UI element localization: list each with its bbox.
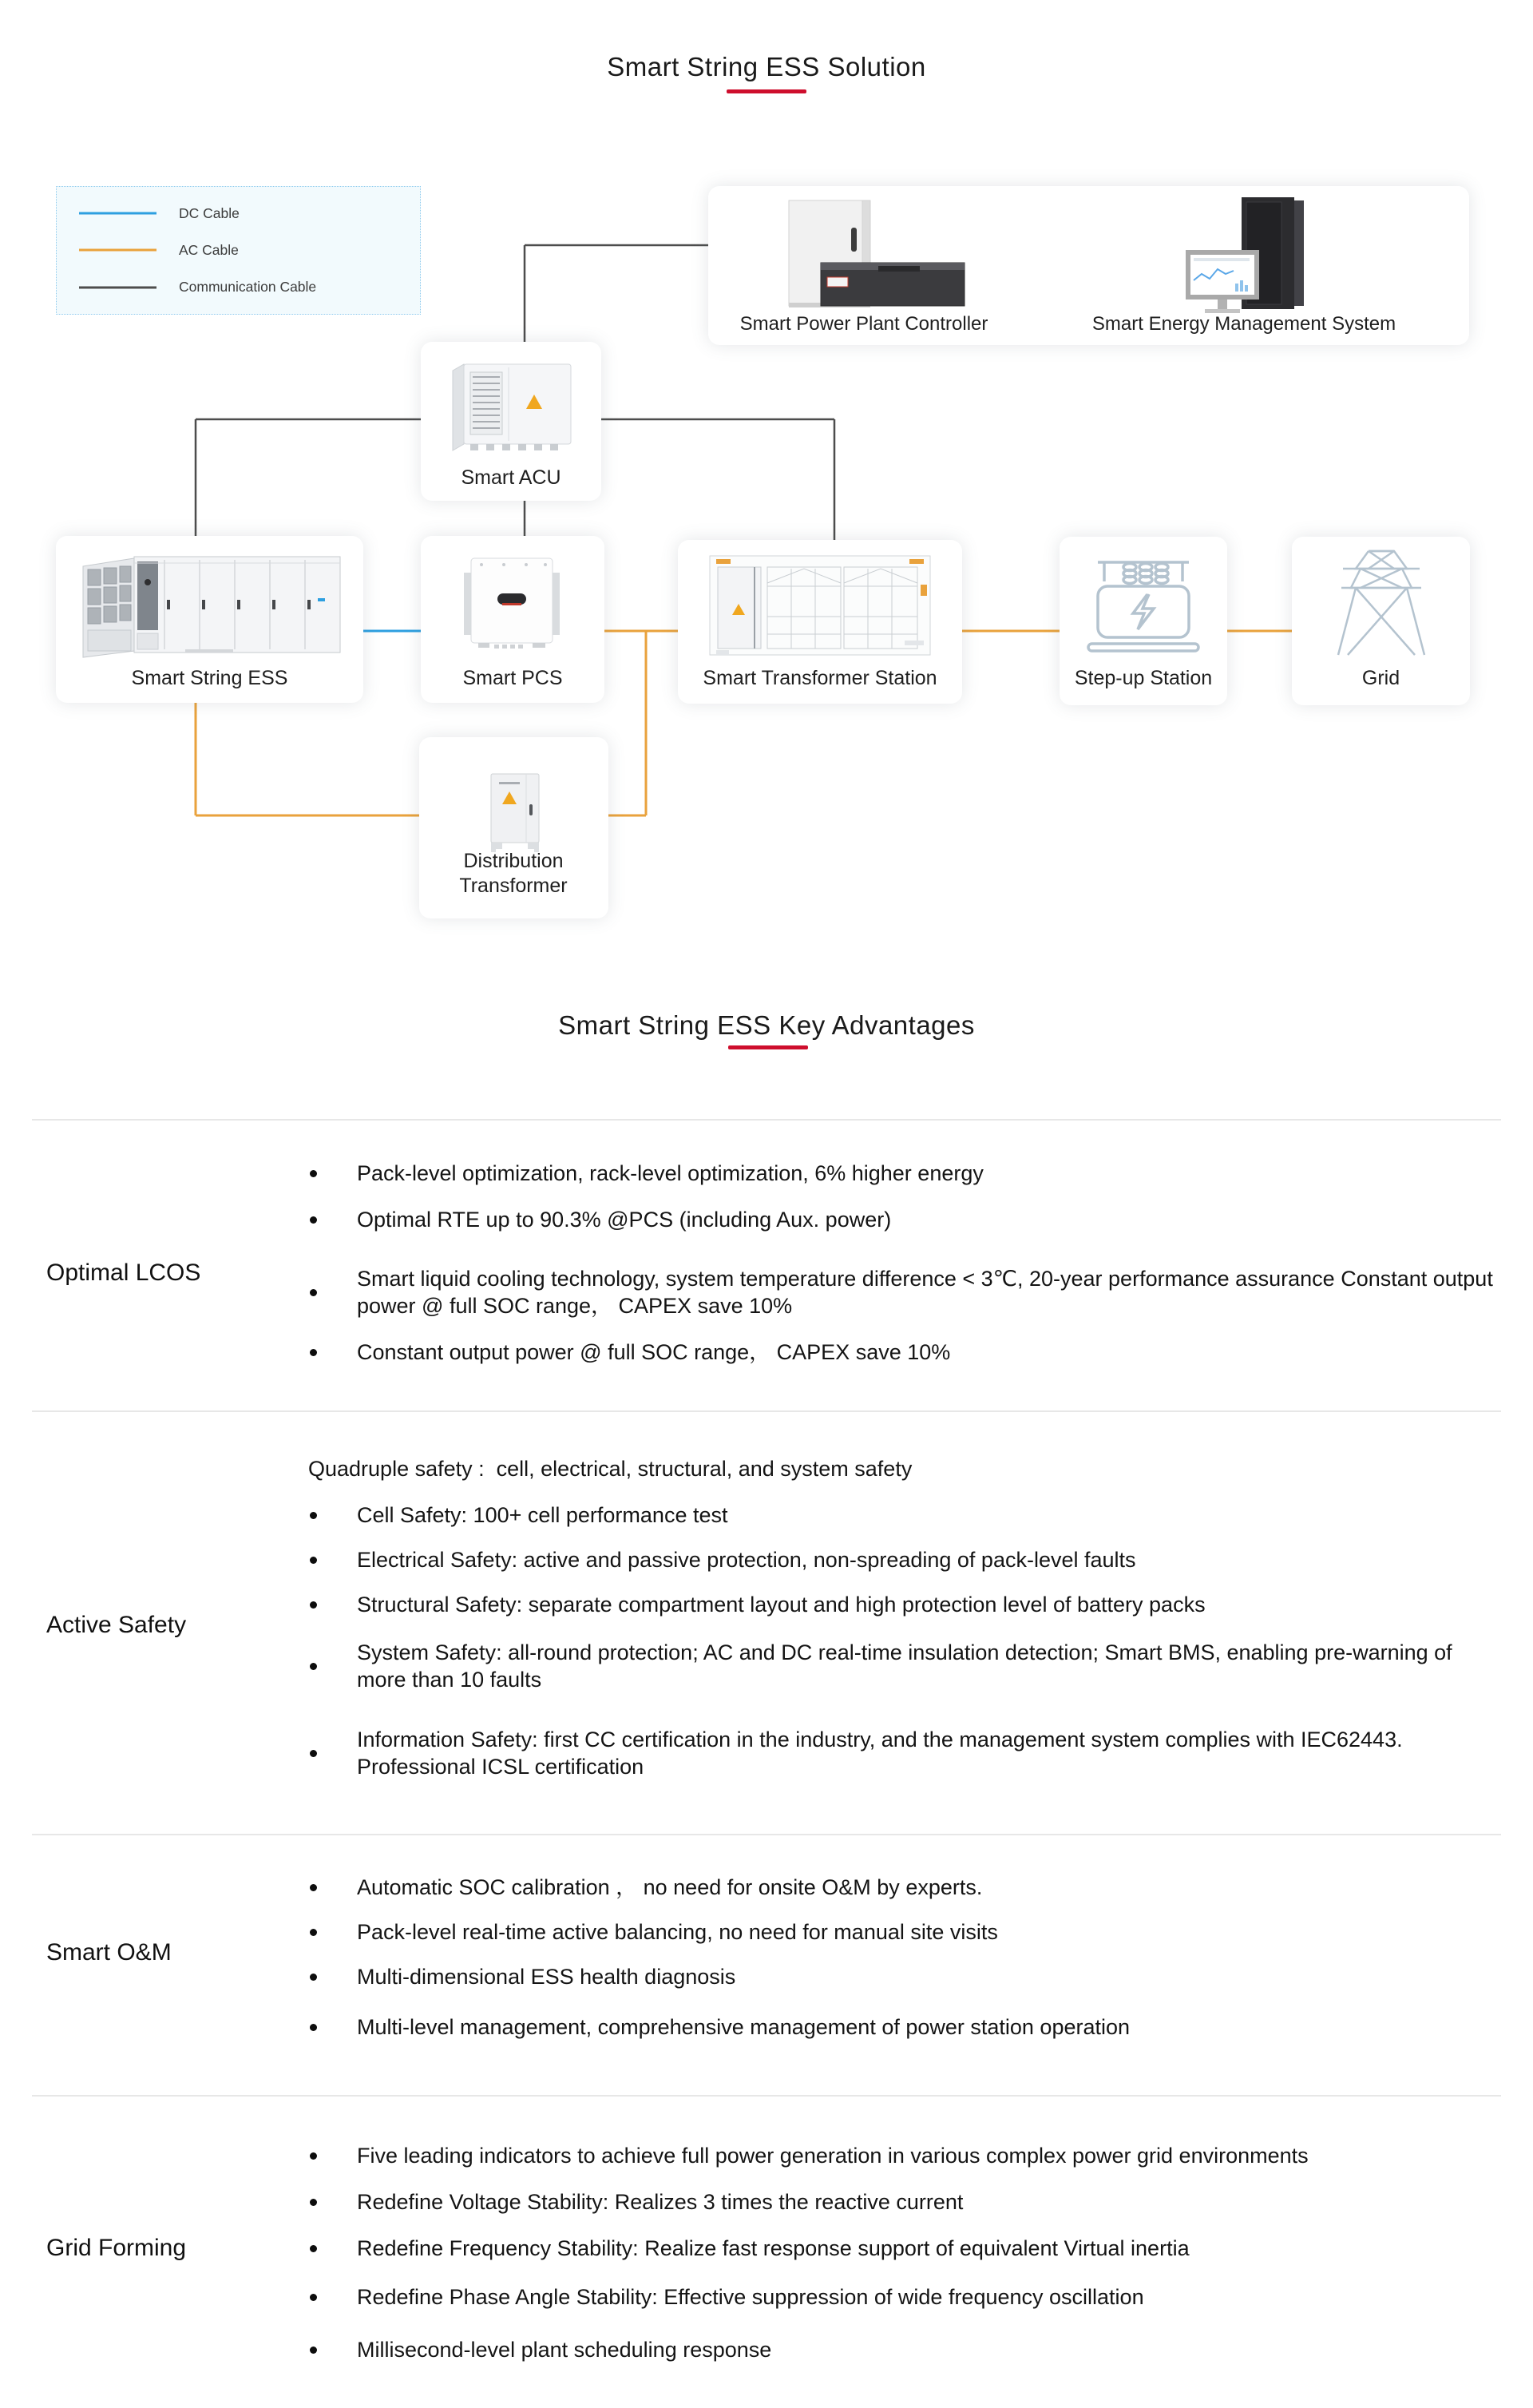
bullet-icon bbox=[310, 2294, 317, 2301]
distribution-transformer-label: Distribution Transformer bbox=[459, 850, 568, 897]
divider-1 bbox=[32, 1119, 1501, 1121]
list-item: Multi-level management, comprehensive management of power station operation bbox=[310, 2013, 1507, 2041]
list-item: System Safety: all-round protection; AC and DC real-time insulation detection; Smart BMS, enabling pre-warning of more than 10 faults bbox=[310, 1639, 1507, 1693]
list-item: Optimal RTE up to 90.3% @PCS (including Aux. power) bbox=[310, 1206, 1507, 1233]
section-label-optimal-lcos: Optimal LCOS bbox=[46, 1260, 201, 1286]
smart-pcs-image bbox=[462, 555, 561, 653]
section-label-active-safety: Active Safety bbox=[46, 1612, 187, 1638]
smart-pcs-card bbox=[421, 536, 604, 703]
bullet-icon bbox=[310, 1663, 317, 1670]
acu-label: Smart ACU bbox=[461, 466, 561, 489]
connection-lines bbox=[0, 0, 1533, 998]
bullet-icon bbox=[310, 2347, 317, 2354]
bullet-icon bbox=[310, 1974, 317, 1981]
grid-label: Grid bbox=[1361, 667, 1400, 689]
smart-acu-image bbox=[450, 359, 576, 457]
list-item: Smart liquid cooling technology, system temperature difference < 3℃, 20-year performance assurance Constant output power @ full SOC range， CAPEX save 10% bbox=[310, 1265, 1507, 1319]
divider-3 bbox=[32, 1834, 1501, 1835]
bullet-icon bbox=[310, 1349, 317, 1356]
list-item: Redefine Voltage Stability: Realizes 3 times the reactive current bbox=[310, 2188, 1507, 2216]
list-item: Redefine Frequency Stability: Realize fast response support of equivalent Virtual inertia bbox=[310, 2235, 1507, 2262]
list-item: Constant output power @ full SOC range， CAPEX save 10% bbox=[310, 1339, 1507, 1366]
bullet-icon bbox=[310, 1601, 317, 1609]
list-item: Millisecond-level plant scheduling response bbox=[310, 2336, 1507, 2363]
bullet-icon bbox=[310, 2024, 317, 2031]
stepup-station-label: Step-up Station bbox=[1074, 667, 1213, 689]
bullet-icon bbox=[310, 1512, 317, 1519]
section-label-grid-forming: Grid Forming bbox=[46, 2235, 187, 2261]
smart-string-ess-card bbox=[56, 536, 363, 703]
list-item: Information Safety: first CC certification in the industry, and the management system complies with IEC62443. Professional ICSL certification bbox=[310, 1726, 1507, 1780]
list-item: Multi-dimensional ESS health diagnosis bbox=[310, 1963, 1507, 1990]
distribution-transformer-image bbox=[485, 772, 545, 854]
smart-ems-image bbox=[1155, 194, 1323, 318]
section-label-smart-om: Smart O&M bbox=[46, 1939, 172, 1966]
legend-label-comm: Communication Cable bbox=[179, 279, 317, 296]
list-item: Pack-level optimization, rack-level optimization, 6% higher energy bbox=[310, 1160, 1507, 1187]
bullet-icon bbox=[310, 1216, 317, 1224]
grid-card bbox=[1292, 537, 1470, 705]
bullet-icon bbox=[310, 2199, 317, 2206]
distribution-transformer-card bbox=[419, 737, 608, 918]
divider-2 bbox=[32, 1410, 1501, 1412]
bullet-icon bbox=[310, 2245, 317, 2252]
bullet-icon bbox=[310, 1884, 317, 1891]
list-item: Automatic SOC calibration ， no need for onsite O&M by experts. bbox=[310, 1874, 1507, 1901]
bullet-icon bbox=[310, 2152, 317, 2160]
list-item: Pack-level real-time active balancing, no need for manual site visits bbox=[310, 1918, 1507, 1946]
smart-transformer-station-card bbox=[678, 540, 962, 704]
grid-pylon-icon bbox=[1333, 548, 1429, 660]
legend-label-dc: DC Cable bbox=[179, 204, 240, 221]
divider-4 bbox=[32, 2095, 1501, 2097]
stepup-station-card bbox=[1060, 537, 1227, 705]
smart-acu-card bbox=[421, 342, 601, 501]
advantages-title: Smart String ESS Key Advantages bbox=[558, 1010, 975, 1040]
smart-transformer-station-image bbox=[708, 551, 932, 663]
list-item: Structural Safety: separate compartment layout and high protection level of battery packs bbox=[310, 1591, 1507, 1618]
smart-string-ess-image bbox=[81, 550, 345, 664]
list-item: Cell Safety: 100+ cell performance test bbox=[310, 1502, 1507, 1529]
advantages-title-underline bbox=[728, 1045, 808, 1049]
solution-title: Smart String ESS Solution bbox=[607, 52, 926, 81]
bullet-icon bbox=[310, 1929, 317, 1936]
smart-power-plant-controller-image bbox=[782, 197, 974, 317]
ems-label: Smart Energy Management System bbox=[1091, 313, 1396, 335]
management-systems-card bbox=[708, 186, 1469, 345]
bullet-icon bbox=[310, 1750, 317, 1757]
bullet-icon bbox=[310, 1289, 317, 1296]
transformer-station-label: Smart Transformer Station bbox=[703, 667, 937, 689]
list-item: Redefine Phase Angle Stability: Effective suppression of wide frequency oscillation bbox=[310, 2283, 1507, 2311]
controller-label: Smart Power Plant Controller bbox=[739, 313, 988, 335]
list-item: Five leading indicators to achieve full power generation in various complex power grid environments bbox=[310, 2142, 1507, 2169]
active-safety-intro: Quadruple safety : cell, electrical, structural, and system safety bbox=[308, 1457, 913, 1481]
list-item: Electrical Safety: active and passive protection, non-spreading of pack-level faults bbox=[310, 1546, 1507, 1573]
bullet-icon bbox=[310, 1557, 317, 1564]
ess-label: Smart String ESS bbox=[131, 667, 288, 689]
legend-label-ac: AC Cable bbox=[179, 241, 239, 258]
bullet-icon bbox=[310, 1170, 317, 1177]
stepup-station-icon bbox=[1083, 553, 1203, 657]
pcs-label: Smart PCS bbox=[462, 667, 563, 689]
